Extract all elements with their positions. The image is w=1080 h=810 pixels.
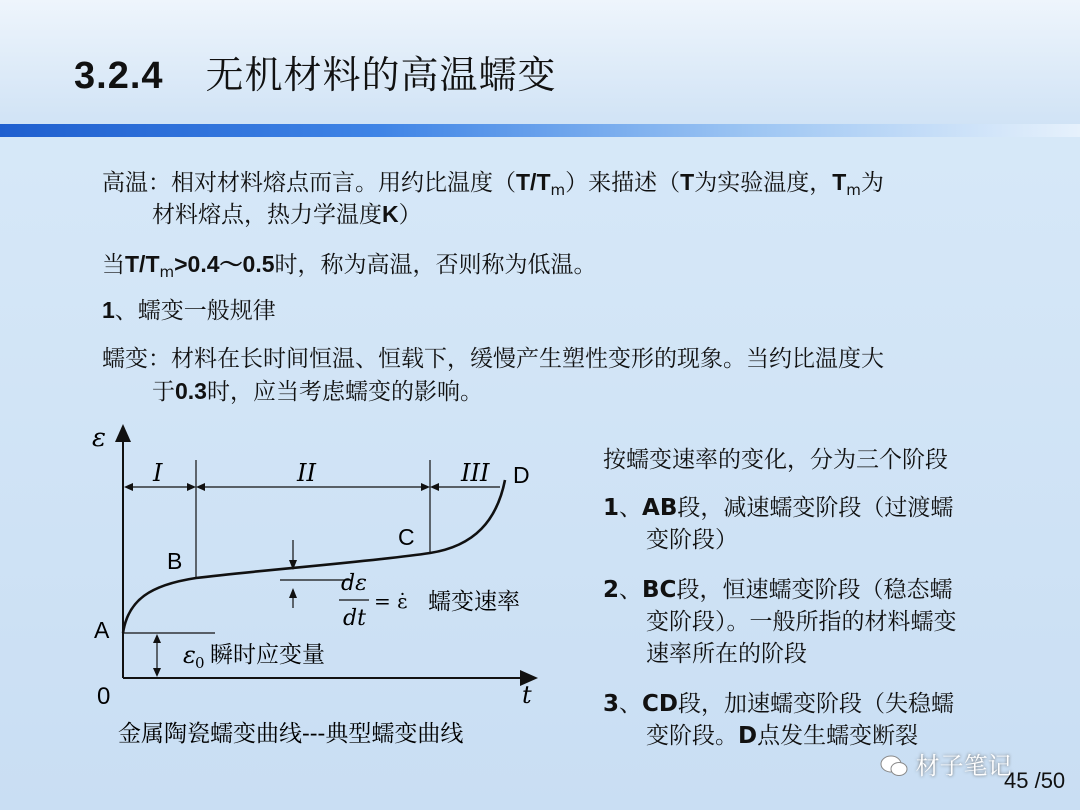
eps0-symbol: ε	[183, 641, 196, 669]
origin-label: 0	[97, 683, 111, 710]
stage1-label: I	[153, 459, 163, 487]
section-title: 无机材料的高温蠕变	[205, 53, 557, 97]
x-axis-label: t	[522, 681, 532, 709]
page-number: 45 /50	[1004, 768, 1066, 793]
eps0-subscript: 0	[195, 654, 205, 672]
watermark: 材子笔记	[880, 746, 1012, 781]
paragraph-threshold: 当$T/T_m>0.4\sim 0.5$时，称为高温，否则称为低温。	[102, 251, 597, 281]
stage3-label: III	[461, 459, 490, 487]
paragraph-high-temp-line2: 材料熔点，热力学温度K）	[152, 201, 422, 228]
point-c-label: C	[398, 524, 415, 550]
point-b-label: B	[167, 548, 183, 574]
rate-label: 蠕变速率	[428, 589, 520, 615]
stage-item-1: 1、AB段，减速蠕变阶段（过渡蠕 变阶段）	[603, 495, 954, 553]
rate-denominator: dt	[343, 606, 366, 631]
stage-item-3: 3、CD段，加速蠕变阶段（失稳蠕 变阶段。D点发生蠕变断裂	[603, 691, 954, 749]
stage2-label: II	[297, 459, 316, 487]
section-number: 3.2.4	[74, 55, 164, 97]
slope-arrowhead-up	[289, 588, 297, 598]
rate-equals: = ε̇	[374, 589, 408, 613]
diagram-caption: 金属陶瓷蠕变曲线---典型蠕变曲线	[118, 721, 464, 747]
y-axis-label: ε	[92, 423, 106, 453]
point-a-label: A	[94, 617, 110, 643]
stages-intro: 按蠕变速率的变化，分为三个阶段	[603, 447, 948, 473]
rate-numerator: dε	[341, 571, 367, 596]
heading-creep-law: 1、蠕变一般规律	[102, 297, 276, 324]
point-d-label: D	[513, 462, 530, 488]
wechat-icon	[880, 755, 908, 777]
paragraph-high-temp: 高温：相对材料熔点而言。用约比温度$(T/T_m)$来描述（T为实验温度，$T_m$为	[102, 169, 884, 199]
eps0-label: 瞬时应变量	[210, 642, 325, 668]
stage3-arrowhead	[430, 483, 439, 491]
paragraph-creep-def: 蠕变：材料在长时间恒温、恒载下，缓慢产生塑性变形的现象。当约比温度大	[102, 346, 884, 372]
stage-item-2: 2、BC段，恒速蠕变阶段（稳态蠕 变阶段）。一般所指的材料蠕变 速率所在的阶段	[603, 577, 957, 667]
paragraph-creep-def-line2: 于0.3时，应当考虑蠕变的影响。	[152, 378, 483, 405]
